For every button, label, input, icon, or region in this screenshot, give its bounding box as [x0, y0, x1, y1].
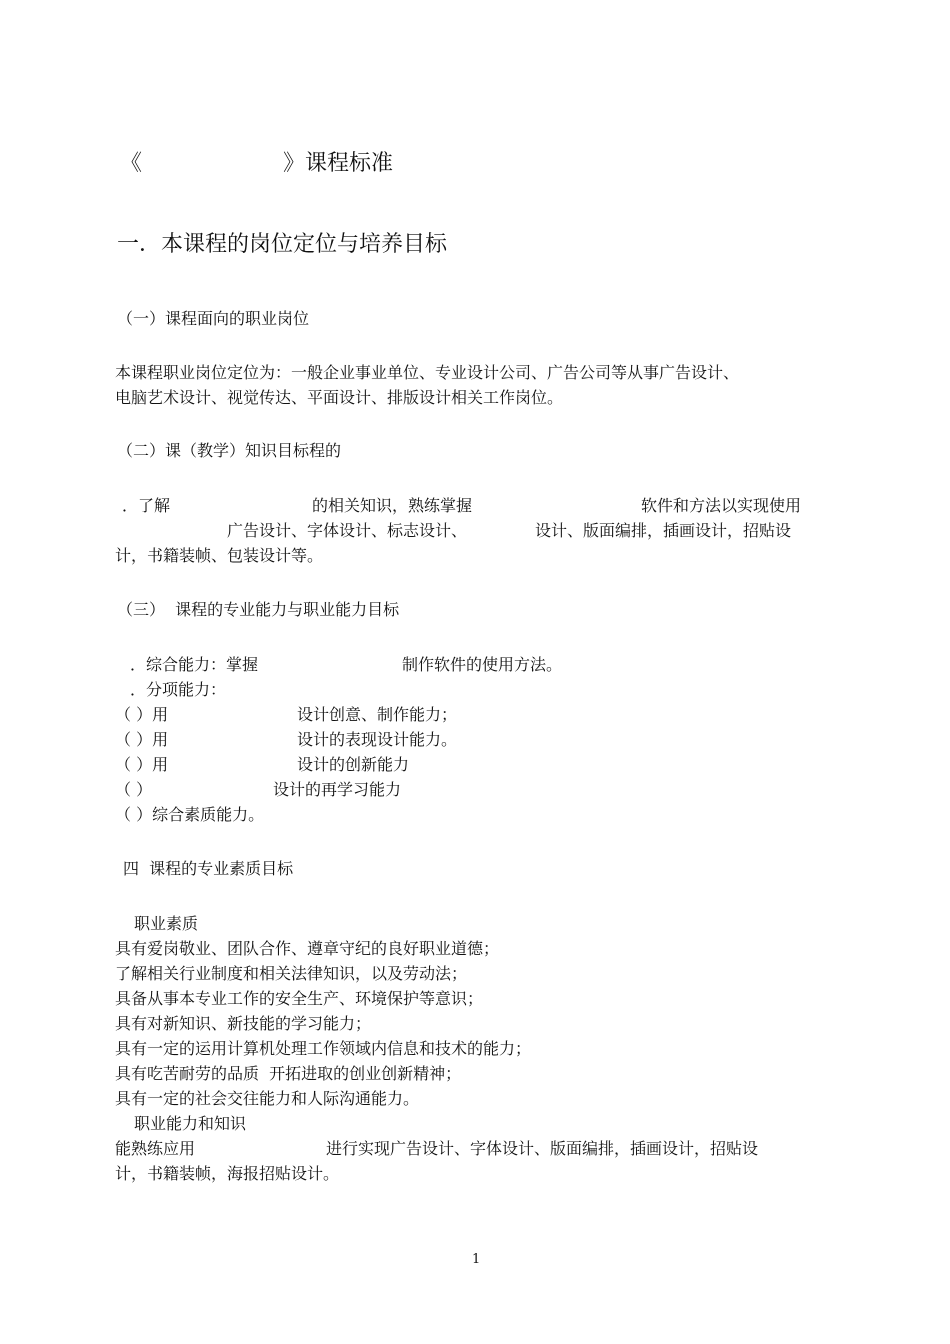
ability-item-marker: （ ） [115, 780, 153, 799]
title-open-bracket: 《 [120, 151, 143, 176]
quality-item: 了解相关行业制度和相关法律知识，以及劳动法； [115, 964, 468, 983]
section-heading-1: 一．本课程的岗位定位与培养目标 [117, 232, 448, 257]
ability-knowledge-title: 职业能力和知识 [134, 1114, 247, 1133]
comprehensive-ability-b: 制作软件的使用方法。 [402, 655, 563, 674]
subsection-heading-4: 四 课程的专业素质目标 [123, 859, 294, 878]
knowledge-line-1c: 软件和方法以实现使用 [641, 496, 802, 515]
quality-item: 具有对新知识、新技能的学习能力； [115, 1014, 372, 1033]
knowledge-line-1b: 的相关知识，熟练掌握 [312, 496, 473, 515]
ability-knowledge-line-2: 计，书籍装帧，海报招贴设计。 [115, 1164, 340, 1183]
ability-item-text: 设计的表现设计能力。 [297, 730, 458, 749]
quality-item: 具有爱岗敬业、团队合作、遵章守纪的良好职业道德； [115, 939, 500, 958]
quality-item: 具有一定的运用计算机处理工作领域内信息和技术的能力； [115, 1039, 532, 1058]
ability-item-marker: （ ）用 [115, 755, 169, 774]
quality-item: 具有一定的社会交往能力和人际沟通能力。 [115, 1089, 420, 1108]
quality-item: 具有吃苦耐劳的品质 开拓进取的创业创新精神； [115, 1064, 462, 1083]
quality-title: 职业素质 [134, 914, 199, 933]
paragraph-line: 电脑艺术设计、视觉传达、平面设计、排版设计相关工作岗位。 [115, 388, 564, 407]
subsection-heading-1: （一）课程面向的职业岗位 [117, 309, 310, 328]
comprehensive-ability-a: ．综合能力：掌握 [130, 655, 259, 674]
page-number: 1 [472, 1252, 481, 1267]
ability-item-marker: （ ）用 [115, 730, 169, 749]
ability-item-marker: （ ）综合素质能力。 [115, 805, 265, 824]
paragraph-line: 本课程职业岗位定位为：一般企业事业单位、专业设计公司、广告公司等从事广告设计、 [115, 363, 740, 382]
knowledge-line-3: 计，书籍装帧、包装设计等。 [115, 546, 324, 565]
ability-knowledge-line-1b: 进行实现广告设计、字体设计、版面编排，插画设计，招贴设 [326, 1139, 759, 1158]
knowledge-line-1a: ．了解 [122, 496, 171, 515]
knowledge-line-2a: 广告设计、字体设计、标志设计、 [227, 521, 468, 540]
ability-item-text: 设计的创新能力 [297, 755, 410, 774]
ability-item-text: 设计的再学习能力 [273, 780, 402, 799]
quality-item: 具备从事本专业工作的安全生产、环境保护等意识； [115, 989, 484, 1008]
sub-ability-heading: ．分项能力： [130, 680, 227, 699]
ability-item-marker: （ ）用 [115, 705, 169, 724]
subsection-heading-2: （二）课（教学）知识目标程的 [117, 441, 342, 460]
knowledge-line-2b: 设计、版面编排，插画设计，招贴设 [535, 521, 792, 540]
ability-item-text: 设计创意、制作能力； [297, 705, 458, 724]
subsection-heading-3: （三） 课程的专业能力与职业能力目标 [117, 600, 400, 619]
page-title: 》课程标准 [283, 151, 394, 176]
ability-knowledge-line-1a: 能熟练应用 [115, 1139, 196, 1158]
